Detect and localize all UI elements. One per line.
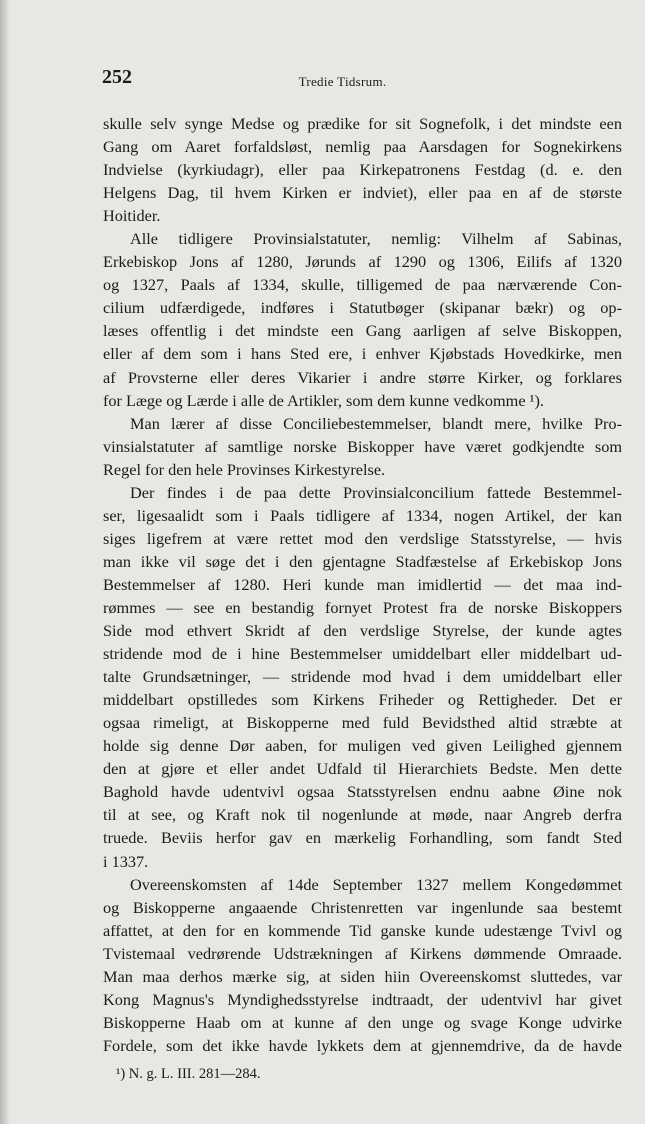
- text-line: til at see, og Kraft nok til nogenlunde at møde, naar Angreb derfra: [103, 805, 622, 825]
- page-body-text: [103, 112, 622, 1057]
- text-line: for Læge og Lærde i alle de Artikler, som dem kunne vedkomme ¹).: [103, 390, 545, 410]
- text-line: læses offentlig i det mindste een Gang aarligen af selve Biskoppen,: [103, 321, 622, 341]
- text-line: talte Grundsætninger, — stridende mod hvad i dem umiddelbart eller: [103, 667, 622, 687]
- text-line: Indvielse (kyrkiudagr), eller paa Kirkepatronens Festdag (d. e. den: [103, 160, 622, 180]
- text-line: Der findes i de paa dette Provinsialconcilium fattede Bestemmel-: [130, 482, 622, 502]
- paragraph: [103, 873, 622, 1057]
- page-edge-shadow: [0, 0, 10, 1124]
- text-line: Side mod ethvert Skridt af den verdslige Styrelse, der kunde agtes: [103, 621, 622, 641]
- text-line: og Biskopperne angaaende Christenretten var ingenlunde saa bestemt: [103, 897, 622, 917]
- text-line: ogsaa rimeligt, at Biskopperne med fuld Bevidsthed altid stræbte at: [103, 713, 622, 733]
- paragraph: [103, 481, 622, 873]
- footnote: ¹) N. g. L. III. 281—284.: [116, 1066, 261, 1082]
- text-line: man ikke vil søge det i den gjentagne Stadfæstelse af Erkebiskop Jons: [103, 551, 622, 571]
- text-line: holde sig denne Dør aaben, for muligen ved given Leilighed gjennem: [103, 736, 622, 756]
- paragraph: [103, 112, 622, 227]
- text-line: af Provsterne eller deres Vikarier i andre større Kirker, og forklares: [103, 367, 622, 387]
- running-title: Tredie Tidsrum.: [298, 74, 387, 89]
- text-line: cilium udfærdigede, indføres i Statutbøger (skipanar bækr) og op-: [103, 298, 622, 318]
- text-line: Tvistemaal vedrørende Udstrækningen af Kirkens dømmende Omraade.: [103, 943, 622, 963]
- text-line: Hoitider.: [103, 206, 161, 226]
- text-line: Gang om Aaret forfaldsløst, nemlig paa Aarsdagen for Sognekirkens: [103, 137, 622, 157]
- text-line: i 1337.: [103, 851, 149, 871]
- text-line: Overeenskomsten af 14de September 1327 mellem Kongedømmet: [130, 874, 622, 894]
- text-line: Biskopperne Haab om at kunne af den unge og svage Konge udvirke: [103, 1012, 622, 1032]
- text-line: affattet, at den for en kommende Tid ganske kunde udestænge Tvivl og: [103, 920, 622, 940]
- text-line: ser, ligesaalidt som i Paals tidligere af 1334, nogen Artikel, der kan: [103, 505, 622, 525]
- text-line: Alle tidligere Provinsialstatuter, nemlig: Vilhelm af Sabinas,: [130, 229, 622, 249]
- text-line: middelbart opstilledes som Kirkens Friheder og Rettigheder. Det er: [103, 690, 622, 710]
- text-line: truede. Beviis herfor gav en mærkelig Forhandling, som fandt Sted: [103, 828, 622, 848]
- text-line: Baghold havde udentvivl ogsaa Statsstyrelsen endnu aabne Øine nok: [103, 782, 622, 802]
- text-line: rømmes — see en bestandig fornyet Protest fra de norske Biskoppers: [103, 597, 622, 617]
- paragraph: [103, 412, 622, 481]
- text-line: vinsialstatuter af samtlige norske Biskopper have været godkjendte som: [103, 436, 622, 456]
- text-line: skulle selv synge Medse og prædike for sit Sognefolk, i det mindste een: [103, 114, 622, 133]
- text-line: Man lærer af disse Conciliebestemmelser, blandt mere, hvilke Pro-: [130, 413, 622, 433]
- text-line: eller af dem som i hans Sted ere, i enhver Kjøbstads Hovedkirke, men: [103, 344, 622, 364]
- text-line: stridende mod de i hine Bestemmelser umiddelbart eller middelbart ud-: [103, 644, 622, 664]
- paragraph: [103, 227, 622, 411]
- page-number: 252: [102, 66, 132, 88]
- text-line: den at gjøre et eller andet Udfald til Hierarchiets Bedste. Men dette: [103, 759, 622, 779]
- text-line: Erkebiskop Jons af 1280, Jørunds af 1290 og 1306, Eilifs af 1320: [103, 252, 622, 272]
- text-line: Bestemmelser af 1280. Heri kunde man imidlertid — det maa ind-: [103, 574, 622, 594]
- text-line: Fordele, som det ikke havde lykkets dem at gjennemdrive, da de havde: [103, 1035, 622, 1055]
- text-line: Kong Magnus's Myndighedsstyrelse indtraadt, der udentvivl har givet: [103, 989, 622, 1009]
- text-line: Regel for den hele Provinses Kirkestyrelse.: [103, 459, 386, 479]
- text-line: og 1327, Paals af 1334, skulle, tilligemed de paa nærværende Con-: [103, 275, 622, 295]
- text-line: siges ligefrem at være rettet mod den verdslige Statsstyrelse, — hvis: [103, 528, 622, 548]
- text-line: Man maa derhos mærke sig, at siden hiin Overeenskomst sluttedes, var: [103, 966, 622, 986]
- text-line: Helgens Dag, til hvem Kirken er indviet), eller paa en af de største: [103, 183, 622, 203]
